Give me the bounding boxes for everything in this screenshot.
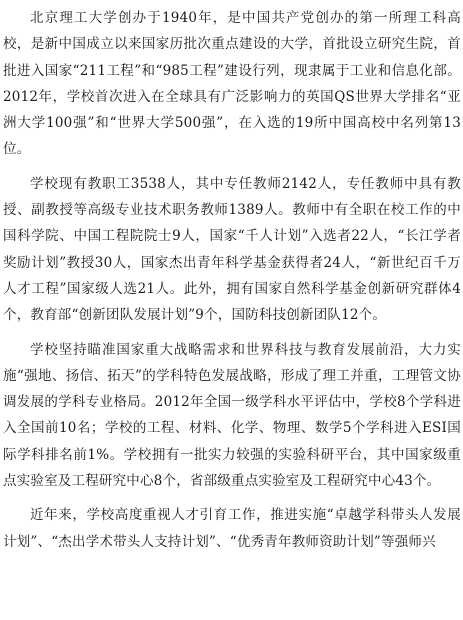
paragraph-talent: 近年来，学校高度重视人才引育工作，推进实施“卓越学科带头人发展计划”、“杰出学术带头人支持计划”、“优秀青年教师资助计划”等强师兴 <box>3 507 461 550</box>
paragraph-faculty: 学校现有教职工3538人，其中专任教师2142人，专任教师中具有教授、副教授等高级专业技术职务教师1389人。教师中有全职在校工作的中国科学院、中国工程院院士9人，国家“千人计划”入选者22人，“长江学者奖励计划”教授30人，国家杰出青年科学基金获得者24人，“新世纪百千万人才工程”国家级人选21人。此外，拥有国家自然科学基金创新研究群体4个，教育部“创新团队发展计划”9个，国防科技创新团队12个。 <box>3 175 461 324</box>
paragraph-history: 北京理工大学创办于1940年，是中国共产党创办的第一所理工科高校，是新中国成立以来国家历批次重点建设的大学，首批设立研究生院，首批进入国家“211工程”和“985工程”建设行列，现隶属于工业和信息化部。2012年，学校首次进入在全球具有广泛影响力的英国QS世界大学排名“亚洲大学100强”和“世界大学500强”，在入选的19所中国高校中名列第13位。 <box>3 10 461 158</box>
paragraph-disciplines: 学校坚持瞄准国家重大战略需求和世界科技与教育发展前沿，大力实施“强地、扬信、拓天”的学科特色发展战略，形成了理工并重，工理管文协调发展的学科专业格局。2012年全国一级学科水平评估中，学校8个学科进入全国前10名；学校的工程、材料、化学、物理、数学5个学科进入ESI国际学科排名前1%。学校拥有一批实力较强的实验科研平台，其中国家级重点实验室及工程研究中心8个，省部级重点实验室及工程研究中心43个。 <box>3 341 461 490</box>
